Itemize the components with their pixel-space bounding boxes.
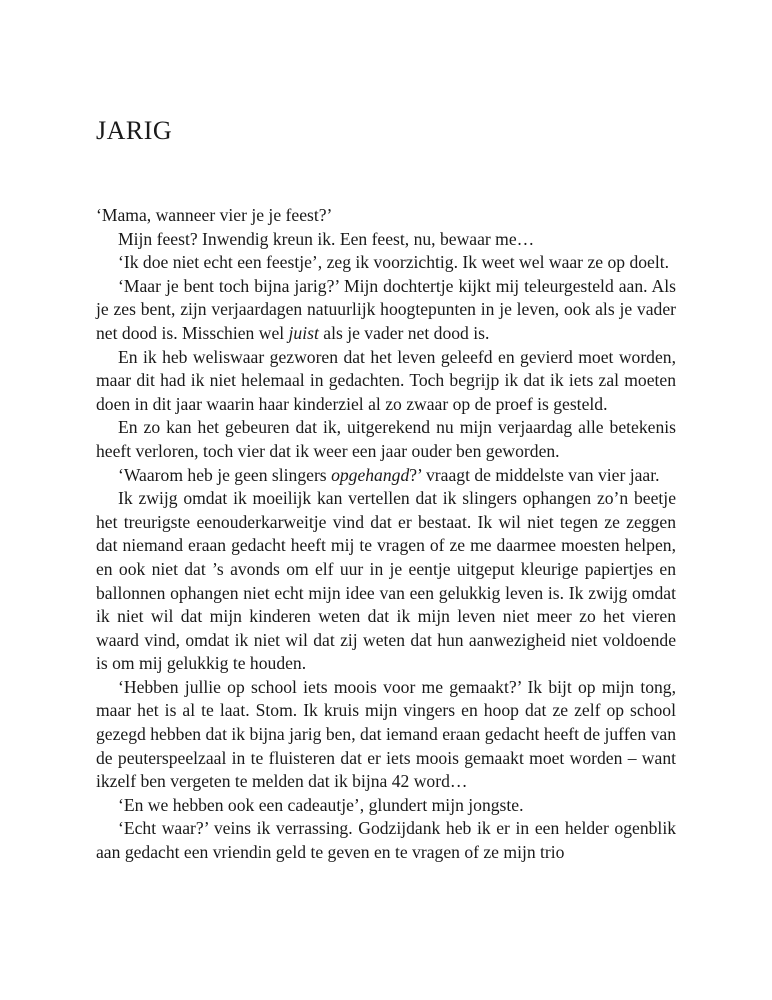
paragraph (96, 676, 676, 794)
text-run: ?’ vraagt de middelste van vier jaar. (409, 464, 660, 485)
italic-text: juist (288, 322, 319, 343)
text-run: En zo kan het gebeuren dat ik, uitgerekend nu mijn verjaardag alle betekenis heeft verloren, toch vier dat ik weer een jaar ouder ben geworden. (96, 417, 676, 461)
chapter-body (96, 204, 676, 865)
text-run: ‘Maar je bent toch bijna jarig?’ Mijn dochtertje kijkt mij teleurgesteld aan. Als je zes bent, zijn verjaardagen natuurlijk hoogtepunten in je leven, ook als je vader net dood is. Misschien wel (96, 275, 676, 343)
text-run: als je vader net dood is. (318, 322, 490, 343)
text-run: ‘Hebben jullie op school iets moois voor me gemaakt?’ Ik bijt op mijn tong, maar het is al te laat. Stom. Ik kruis mijn vingers en hoop dat ze zelf op school gezegd hebben dat ik bijna jarig ben, dat iemand eraan gedacht heeft de juffen van de peuterspeelzaal in te fluisteren dat er iets moois gemaakt moet worden – want ikzelf ben vergeten te melden dat ik bijna 42 word… (96, 676, 676, 792)
chapter-title: JARIG (96, 116, 173, 145)
paragraph (96, 487, 676, 676)
text-run: ‘Echt waar?’ veins ik verrassing. Godzijdank heb ik er in een helder ogenblik aan gedacht een vriendin geld te geven en te vragen of ze mijn trio (96, 818, 676, 863)
paragraph (96, 204, 676, 228)
paragraph (96, 275, 676, 346)
text-run: Ik zwijg omdat ik moeilijk kan vertellen dat ik slingers ophangen zo’n beetje het treurigste eenouderkarweitje vind dat er bestaat. Ik wil niet tegen ze zeggen dat niemand eraan gedacht heeft mij te vragen of ze me daarmee moesten helpen, en ook niet dat ’s avonds om elf uur in je eentje uitgeput kleurige papiertjes en ballonnen ophangen niet echt mijn idee van een gelukkig leven is. Ik zwijg omdat ik niet wil dat mijn kinderen weten dat ik mijn leven niet meer zo het vieren waard vind, omdat ik niet wil dat zij weten dat hun aanwezigheid niet voldoende is om mij gelukkig te houden. (96, 488, 676, 674)
text-run: ‘Ik doe niet echt een feestje’, zeg ik voorzichtig. Ik weet wel waar ze op doelt. (118, 252, 670, 273)
paragraph (96, 228, 676, 252)
paragraph (96, 464, 676, 488)
paragraph (96, 817, 676, 864)
italic-text: opgehangd (331, 464, 410, 485)
text-run: ‘Waarom heb je geen slingers (118, 464, 332, 485)
paragraph (96, 794, 676, 818)
paragraph (96, 416, 676, 463)
paragraph (96, 346, 676, 417)
text-run: En ik heb weliswaar gezworen dat het leven geleefd en gevierd moet worden, maar dit had ik niet helemaal in gedachten. Toch begrijp ik dat ik iets zal moeten doen in dit jaar waarin haar kinderziel al zo zwaar op de proef is gesteld. (96, 346, 676, 414)
paragraph (96, 251, 676, 275)
text-run: ‘En we hebben ook een cadeautje’, glundert mijn jongste. (118, 794, 524, 815)
text-run: ‘Mama, wanneer vier je je feest?’ (96, 205, 333, 225)
text-run: Mijn feest? Inwendig kreun ik. Een feest, nu, bewaar me… (118, 228, 535, 249)
